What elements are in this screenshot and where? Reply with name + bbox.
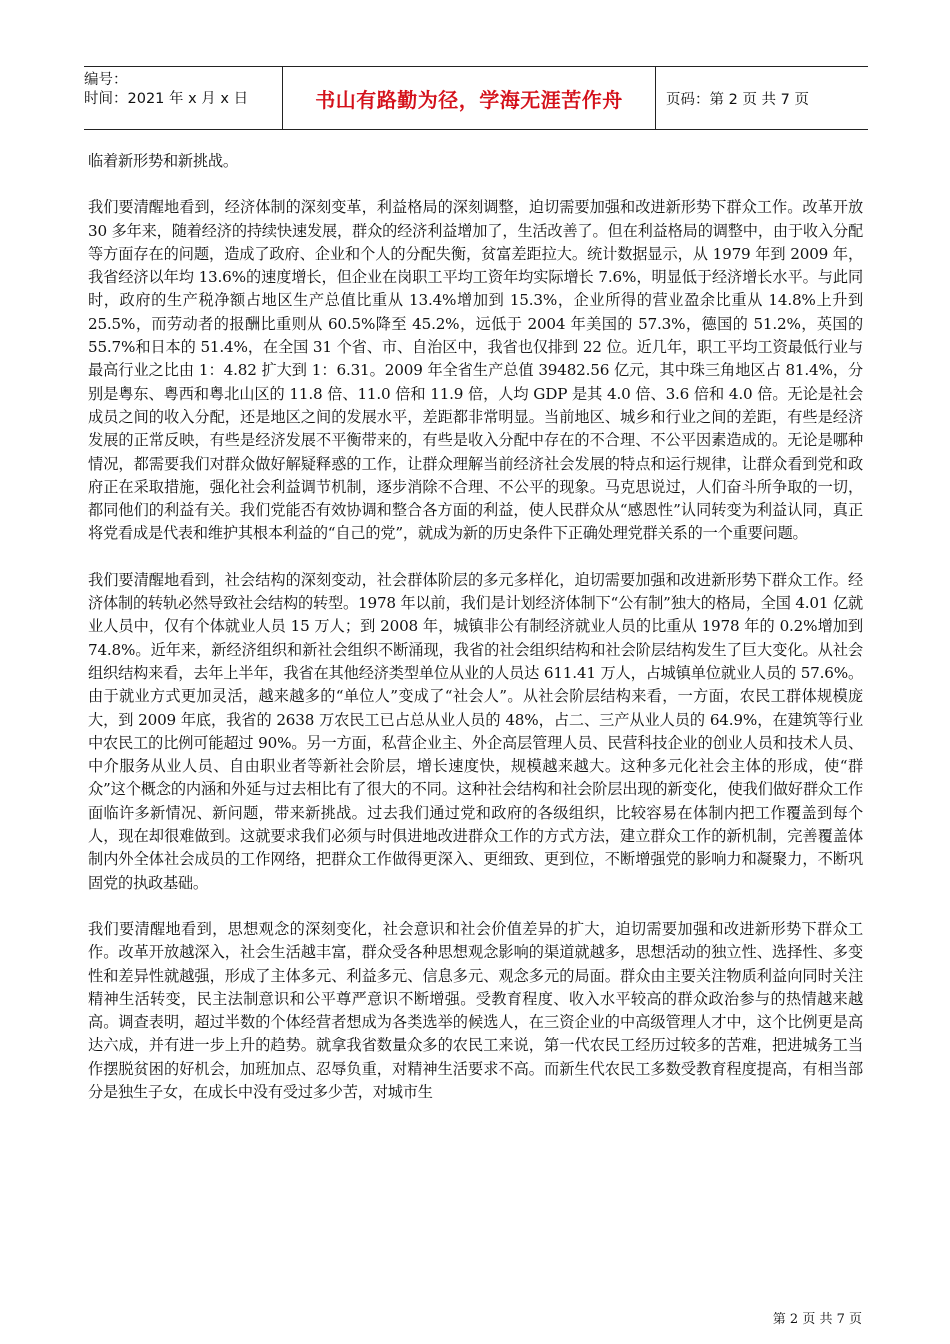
document-header [84,66,868,130]
body-paragraph: 我们要清醒地看到，经济体制的深刻变革，利益格局的深刻调整，迫切需要加强和改进新形势下群众工作。改革开放 30 多年来，随着经济的持续快速发展，群众的经济利益增加了，生活改善了。但在利益格局的调整中，由于收入分配等方面存在的问题，造成了政府、企业和个人的分配失衡，贫富差距拉大。统计数据显示，从 1979 年到 2009 年，我省经济以年均 13.6%的速度增长，但企业在岗职工平均工资年均实际增长 7.6%，明显低于经济增长水平。与此同时，政府的生产税净额占地区生产总值比重从 13.4%增加到 15.3%，企业所得的营业盈余比重从 14.8%上升到 25.5%，而劳动者的报酬比重则从 60.5%降至 45.2%，远低于 2004 年美国的 57.3%，德国的 51.2%，英国的 55.7%和日本的 51.4%，在全国 31 个省、市、自治区中，我省也仅排到 22 位。近几年，职工平均工资最低行业与最高行业之比由 1：4.82 扩大到 1：6.31。2009 年全省生产总值 39482.56 亿元，其中珠三角地区占 81.4%，分别是粤东、粤西和粤北山区的 11.8 倍、11.0 倍和 11.9 倍，人均 GDP 是其 4.0 倍、3.6 倍和 4.0 倍。无论是社会成员之间的收入分配，还是地区之间的发展水平，差距都非常明显。当前地区、城乡和行业之间的差距，有些是经济发展的正常反映，有些是经济发展不平衡带来的，有些是收入分配中存在的不合理、不公平因素造成的。无论是哪种情况，都需要我们对群众做好解疑释惑的工作，让群众理解当前经济社会发展的特点和运行规律，让群众看到党和政府正在采取措施，强化社会利益调节机制，逐步消除不合理、不公平的现象。马克思说过，人们奋斗所争取的一切，都同他们的利益有关。我们党能否有效协调和整合各方面的利益，使人民群众从“感恩性”认同转变为利益认同，真正将党看成是代表和维护其根本利益的“自己的党”，就成为新的历史条件下正确处理党群关系的一个重要问题。 [88,198,863,543]
body-paragraph: 我们要清醒地看到，社会结构的深刻变动，社会群体阶层的多元多样化，迫切需要加强和改进新形势下群众工作。经济体制的转轨必然导致社会结构的转型。1978 年以前，我们是计划经济体制下“公有制”独大的格局，全国 4.01 亿就业人员中，仅有个体就业人员 15 万人；到 2008 年，城镇非公有制经济就业人员的比重从 1978 年的 0.2%增加到 74.8%。近年来，新经济组织和新社会组织不断涌现，我省的社会组织结构和社会阶层结构发生了巨大变化。从社会组织结构来看，去年上半年，我省在其他经济类型单位从业的人员达 611.41 万人，占城镇单位就业人员的 57.6%。由于就业方式更加灵活，越来越多的“单位人”变成了“社会人”。从社会阶层结构来看，一方面，农民工群体规模庞大，到 2009 年底，我省的 2638 万农民工已占总从业人员的 48%，占二、三产从业人员的 64.9%，在建筑等行业中农民工的比例可能超过 90%。另一方面，私营企业主、外企高层管理人员、民营科技企业的创业人员和技术人员、中介服务从业人员、自由职业者等新社会阶层，增长速度快，规模越来越大。这种多元化社会主体的形成，使“群众”这个概念的内涵和外延与过去相比有了很大的不同。这种社会结构和社会阶层出现的新变化，使我们做好群众工作面临许多新情况、新问题，带来新挑战。过去我们通过党和政府的各级组织，比较容易在体制内把工作覆盖到每个人，现在却很难做到。这就要求我们必须与时俱进地改进群众工作的方式方法，建立群众工作的新机制，完善覆盖体制内外全体社会成员的工作网络，把群众工作做得更深入、更细致、更到位，不断增强党的影响力和凝聚力，不断巩固党的执政基础。 [88,570,863,892]
document-body [88,150,863,1127]
header-meta [84,67,283,129]
page-footer: 第 2 页 共 7 页 [772,1312,862,1327]
body-paragraph: 临着新形势和新挑战。 [88,152,238,170]
doc-number-label: 编号： [84,72,128,88]
header-motto: 书山有路勤为径，学海无涯苦作舟 [315,87,623,112]
header-page-code: 页码：第 2 页 共 7 页 [666,91,809,108]
date-line: 时间：2021 年 x 月 x 日 [84,91,249,107]
header-motto-cell [283,67,656,129]
header-page-code-cell [656,67,868,129]
body-paragraph: 我们要清醒地看到，思想观念的深刻变化，社会意识和社会价值差异的扩大，迫切需要加强和改进新形势下群众工作。改革开放越深入，社会生活越丰富，群众受各种思想观念影响的渠道就越多，思想活动的独立性、选择性、多变性和差异性就越强，形成了主体多元、利益多元、信息多元、观念多元的局面。群众由主要关注物质利益向同时关注精神生活转变，民主法制意识和公平尊严意识不断增强。受教育程度、收入水平较高的群众政治参与的热情越来越高。调查表明，超过半数的个体经营者想成为各类选举的候选人，在三资企业的中高级管理人才中，这个比例更是高达六成，并有进一步上升的趋势。就拿我省数量众多的农民工来说，第一代农民工经历过较多的苦难，把进城务工当作摆脱贫困的好机会，加班加点、忍辱负重，对精神生活要求不高。而新生代农民工多数受教育程度提高，有相当部分是独生子女，在成长中没有受过多少苦，对城市生 [88,919,863,1101]
